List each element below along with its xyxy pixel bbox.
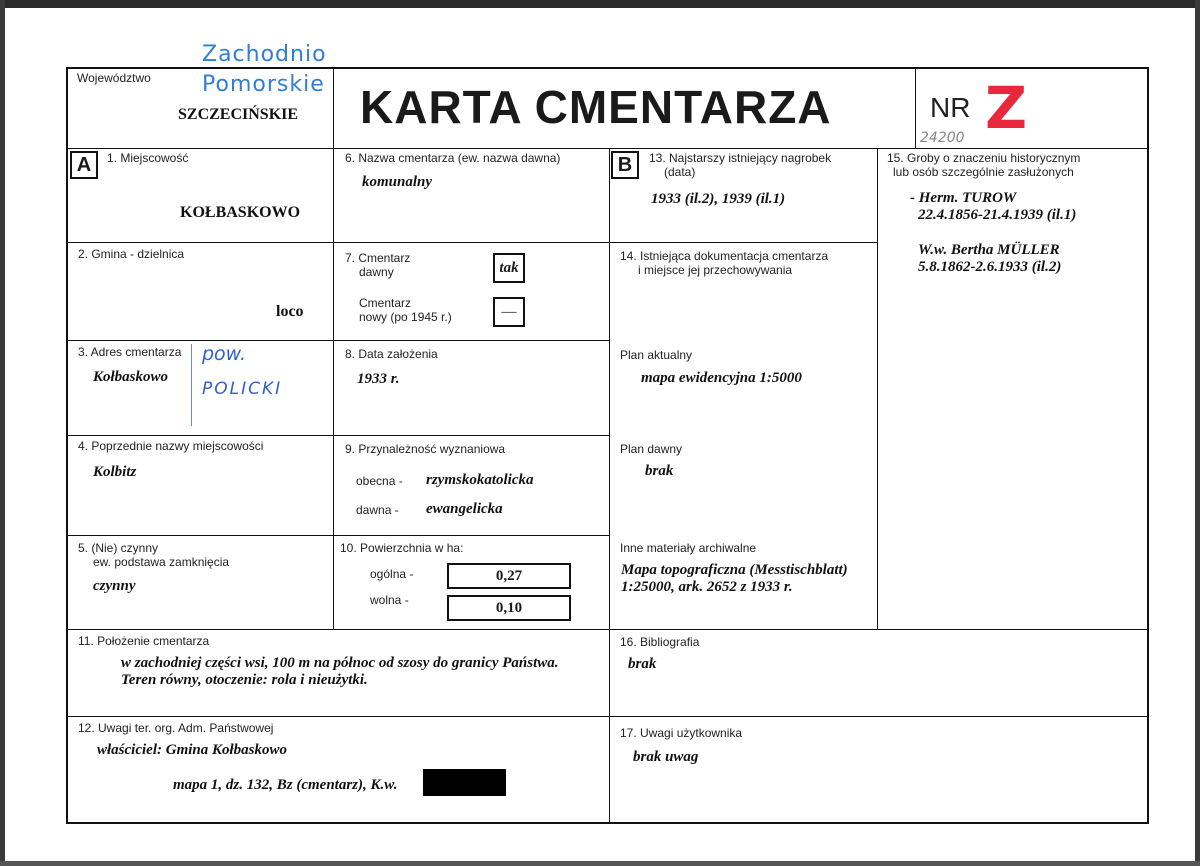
field-12-line2: mapa 1, dz. 132, Bz (cmentarz), K.w. [173,777,398,793]
section-b-marker: B [611,151,639,179]
field-13-sublabel: (data) [664,165,696,179]
grid-line [877,148,878,629]
field-5-label: 5. (Nie) czynny [78,541,159,555]
plan-dawny-value: brak [645,463,674,479]
field-10-wolna-box: 0,10 [447,595,571,621]
handwritten-pow: pow. [202,343,247,365]
grave-2-dates: 5.8.1862-2.6.1933 (il.2) [918,259,1062,275]
field-7-nowy-box: — [493,297,525,327]
grave-1-name: - Herm. TUROW [910,190,1017,206]
field-8-label: 8. Data założenia [345,347,438,361]
plan-dawny-label: Plan dawny [620,442,683,456]
scan-edge-right [1195,0,1200,866]
field-16-value: brak [628,656,657,672]
inne-materialy-label: Inne materiały archiwalne [620,541,757,555]
wojewodztwo-label: Województwo [77,71,151,85]
field-14-sublabel: i miejsce jej przechowywania [638,263,793,277]
stamp-line1: Zachodnio [202,42,327,67]
grave-1-dates: 22.4.1856-21.4.1939 (il.1) [918,207,1077,223]
field-10-ogolna-label: ogólna - [370,567,414,581]
grid-line [66,716,1149,717]
grid-line [66,435,609,436]
field-9-dawna-label: dawna - [356,503,399,517]
inne-materialy-line1: Mapa topograficzna (Messtischblatt) [621,562,848,578]
field-14-label: 14. Istniejąca dokumentacja cmentarza [620,249,829,263]
handwritten-divider [191,344,192,426]
field-1-label: 1. Miejscowość [107,151,189,165]
field-7-label: 7. Cmentarz [345,251,411,265]
field-5-sublabel: ew. podstawa zamknięcia [93,555,230,569]
nr-red-mark: Z [985,74,1028,142]
handwritten-policki: POLICKI [202,379,283,399]
field-7-dawny-box: tak [493,253,525,283]
field-11-line2: Teren równy, otoczenie: rola i nieużytki. [121,672,368,688]
plan-aktualny-label: Plan aktualny [620,348,693,362]
stamp-line2: Pomorskie [202,72,325,97]
field-6-label: 6. Nazwa cmentarza (ew. nazwa dawna) [345,151,561,165]
field-3-value: Kołbaskowo [93,369,169,385]
grid-line [66,242,609,243]
grid-line [66,148,1149,149]
field-7-dawny-label: dawny [359,265,394,279]
wojewodztwo-value: SZCZECIŃSKIE [178,106,299,123]
field-11-line1: w zachodniej części wsi, 100 m na północ od szosy do granicy Państwa. [121,655,559,671]
field-16-label: 16. Bibliografia [620,635,700,649]
field-11-label: 11. Położenie cmentarza [78,634,210,648]
field-3-label: 3. Adres cmentarza [78,345,182,359]
field-2-label: 2. Gmina - dzielnica [78,247,185,261]
field-17-value: brak uwag [633,749,699,765]
field-9-dawna-value: ewangelicka [426,501,503,517]
field-17-label: 17. Uwagi użytkownika [620,726,743,740]
grave-2-name: W.w. Bertha MÜLLER [918,242,1060,258]
field-10-label: 10. Powierzchnia w ha: [340,541,464,555]
scan-edge-bottom [0,861,1200,866]
inne-materialy-line2: 1:25000, ark. 2652 z 1933 r. [621,579,793,595]
field-15-sublabel: lub osób szczególnie zasłużonych [893,165,1074,179]
plan-aktualny-value: mapa ewidencyjna 1:5000 [641,370,802,386]
redaction-bar [423,769,506,796]
field-2-value: loco [276,303,304,320]
grid-line [609,148,610,824]
field-9-obecna-label: obecna - [356,474,403,488]
field-5-value: czynny [93,578,136,594]
field-10-ogolna-box: 0,27 [447,563,571,589]
field-12-label: 12. Uwagi ter. org. Adm. Państwowej [78,721,274,735]
field-13-value: 1933 (il.2), 1939 (il.1) [651,191,786,207]
field-13-label: 13. Najstarszy istniejący nagrobek [649,151,832,165]
section-a-marker: A [70,151,98,179]
field-8-value: 1933 r. [357,371,400,387]
grid-line [915,67,916,148]
scan-edge-top [0,0,1200,8]
field-4-label: 4. Poprzednie nazwy miejscowości [78,439,264,453]
field-10-wolna-label: wolna - [370,593,409,607]
nr-label: NR [930,92,971,123]
field-4-value: Kolbitz [93,464,137,480]
field-1-value: KOŁBASKOWO [180,204,301,221]
grid-line [609,242,877,243]
scan-edge-left [0,0,5,866]
field-12-line1: właściciel: Gmina Kołbaskowo [97,742,288,758]
field-7-cmentarz2-label: Cmentarz [359,296,412,310]
grid-line [66,340,609,341]
grid-line [66,629,1149,630]
card-title: KARTA CMENTARZA [360,81,832,133]
field-7-nowy-label: nowy (po 1945 r.) [359,310,452,324]
nr-number: 24200 [920,130,965,146]
grid-line [333,67,334,629]
grid-line [66,535,609,536]
field-15-label: 15. Groby o znaczeniu historycznym [887,151,1081,165]
field-9-label: 9. Przynależność wyznaniowa [345,442,506,456]
field-6-value: komunalny [362,174,433,190]
field-9-obecna-value: rzymskokatolicka [426,472,534,488]
